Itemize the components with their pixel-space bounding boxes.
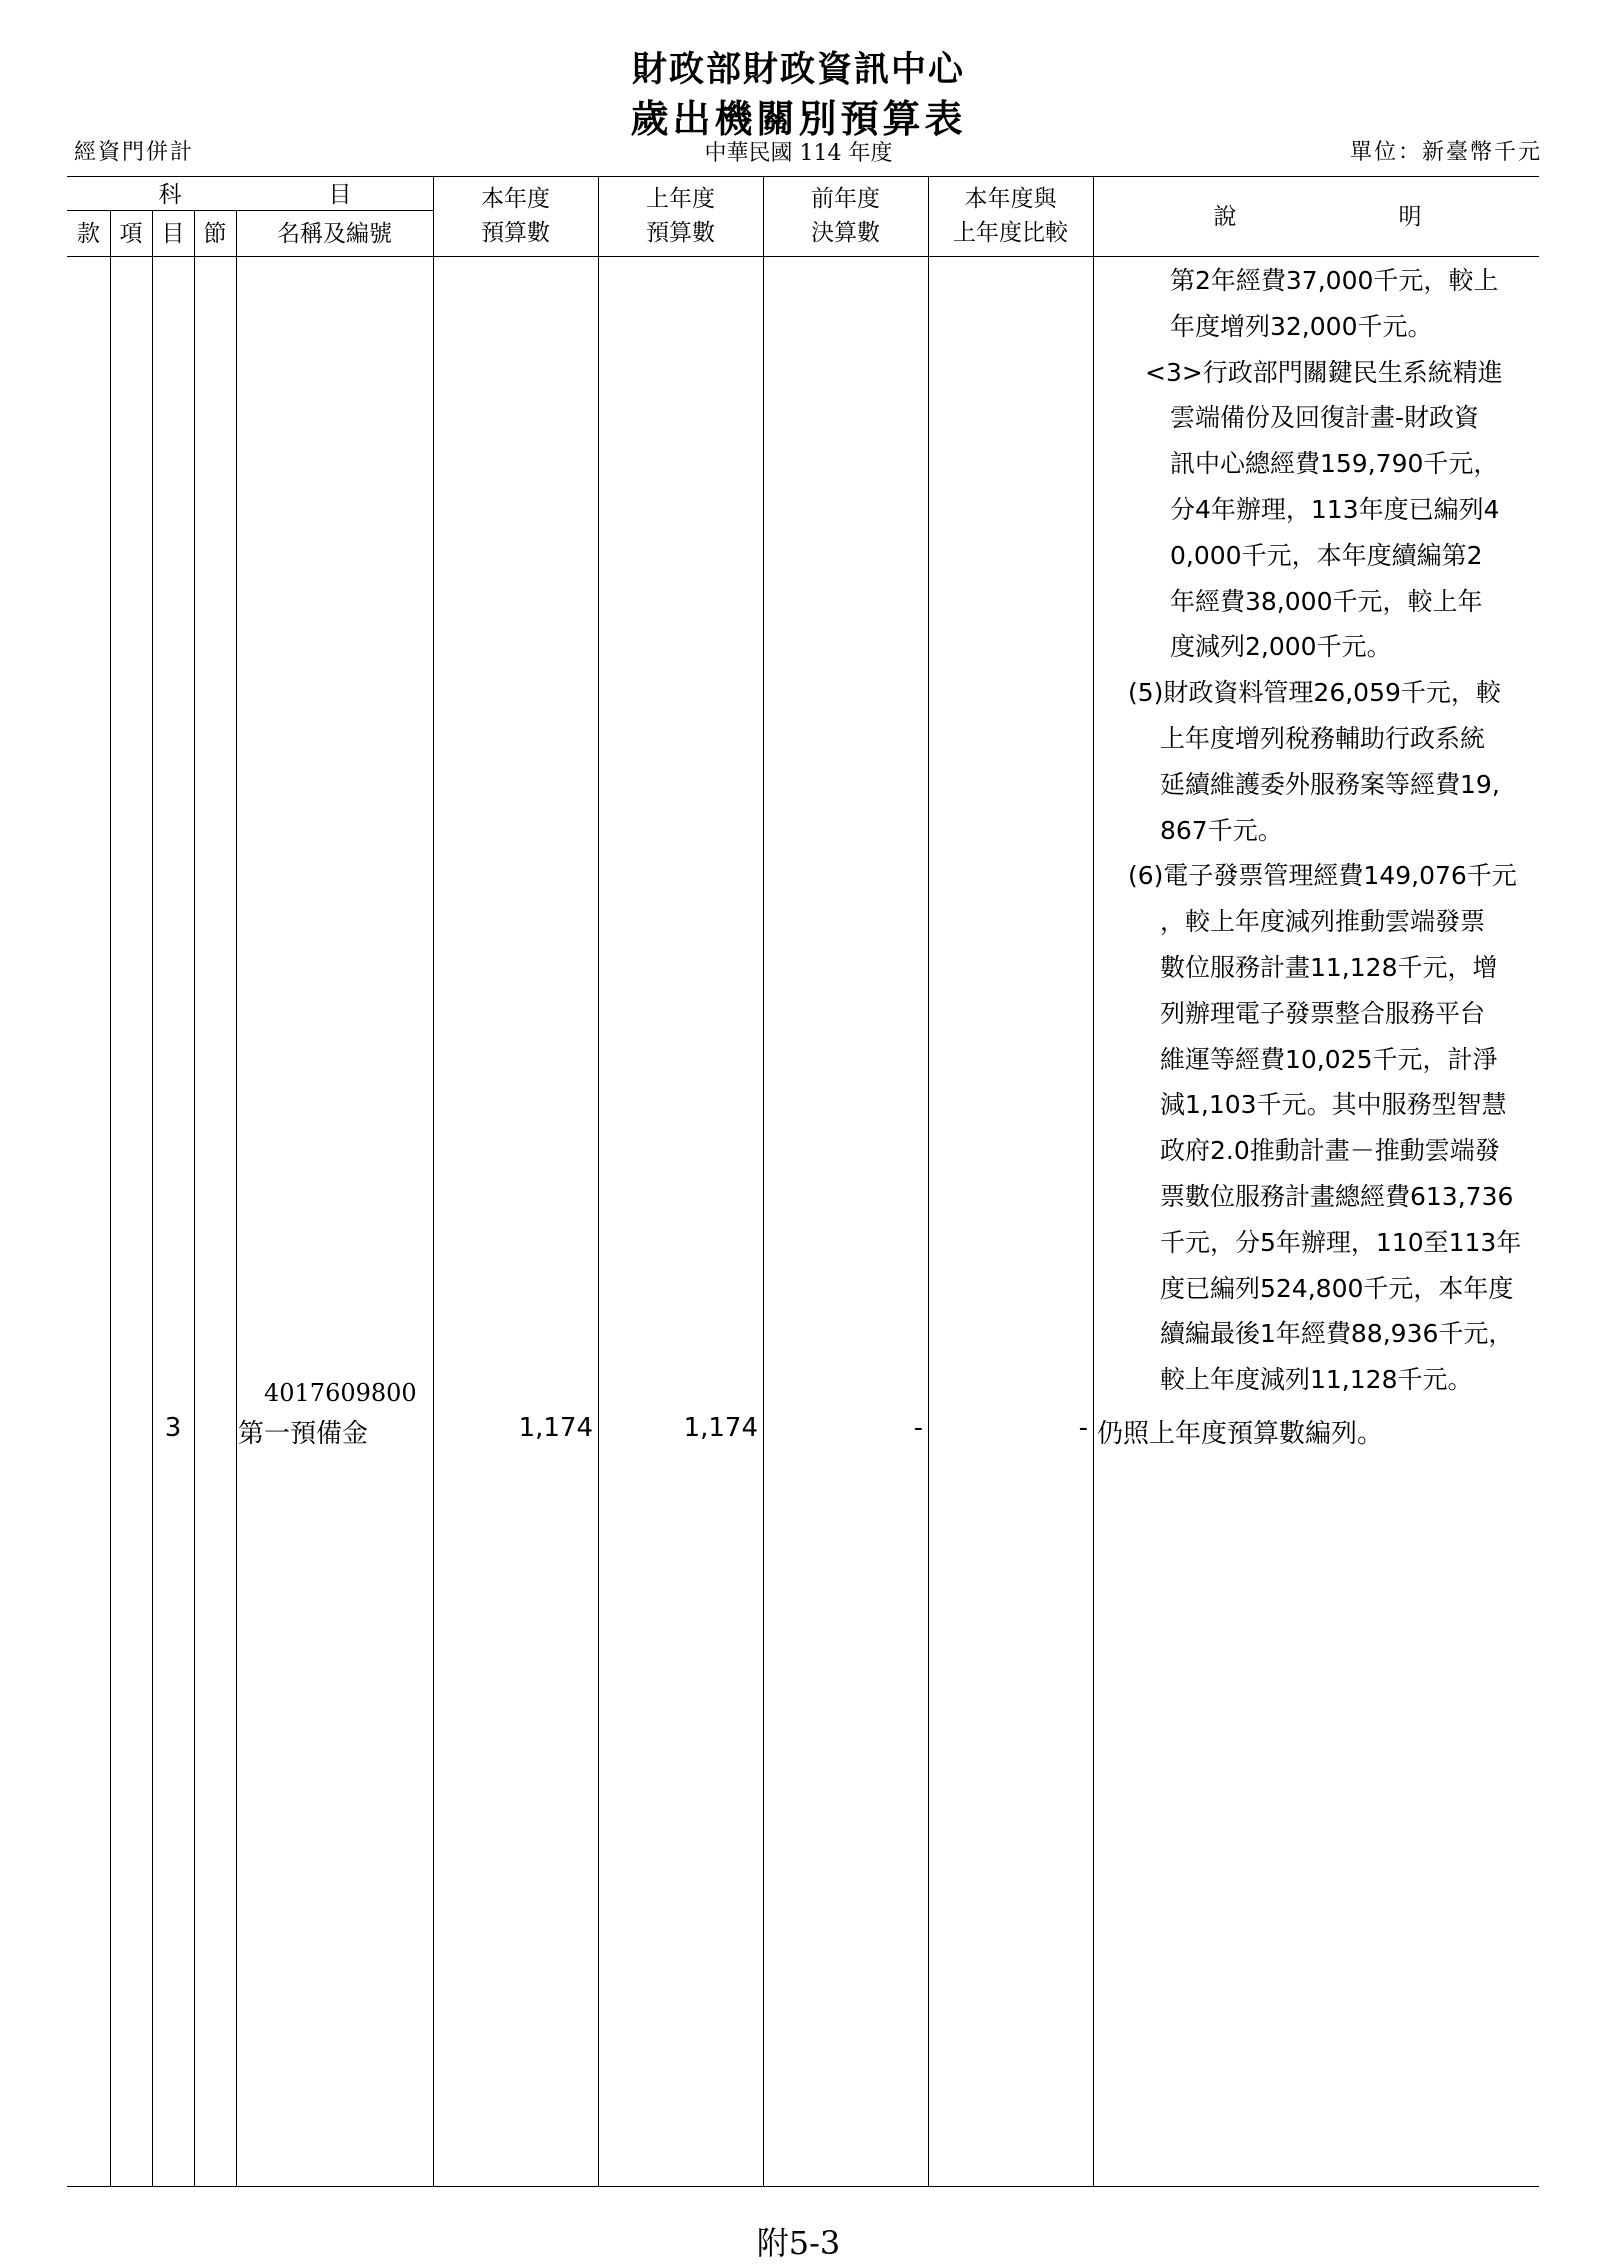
- col-divider: [152, 210, 153, 2186]
- row-desc: 仍照上年度預算數編列。: [1097, 1419, 1384, 1449]
- header-compare-l1: 本年度與: [964, 186, 1057, 212]
- note-line: 度已編列524,800千元，本年度: [1160, 1273, 1514, 1303]
- header-ke: 科: [158, 182, 182, 208]
- header-desc: 說: [1213, 204, 1237, 230]
- note-line: 867千元。: [1160, 815, 1283, 845]
- header-last-year-l2: 預算數: [646, 220, 715, 246]
- table-bottom-rule: [67, 2186, 1539, 2187]
- note-line: 較上年度減列11,128千元。: [1160, 1365, 1473, 1395]
- header-split-rule: [67, 210, 433, 211]
- note-line: 千元，分5年辦理，110至113年: [1160, 1227, 1522, 1257]
- row-compare: -: [1078, 1413, 1088, 1443]
- note-line: 減1,103千元。其中服務型智慧: [1160, 1090, 1507, 1120]
- col-divider: [763, 176, 764, 2186]
- agency-title: 財政部財政資訊中心: [631, 49, 965, 90]
- row-name: 第一預備金: [238, 1419, 369, 1449]
- note-line: ，較上年度減列推動雲端發票: [1160, 907, 1486, 937]
- header-kuan: 款: [77, 221, 100, 247]
- note-line: 延續維護委外服務案等經費19,: [1160, 769, 1500, 799]
- header-mu2: 目: [161, 221, 185, 247]
- note-line: 政府2.0推動計畫－推動雲端發: [1160, 1136, 1500, 1166]
- header-last-year-l1: 上年度: [646, 186, 715, 212]
- header-this-year-l2: 預算數: [481, 220, 550, 246]
- header-this-year-l1: 本年度: [481, 186, 550, 212]
- note-line: 訊中心總經費159,790千元，: [1170, 449, 1499, 479]
- col-divider: [1093, 176, 1094, 2186]
- note-line: 列辦理電子發票整合服務平台: [1160, 998, 1486, 1028]
- header-jie: 節: [203, 221, 227, 247]
- row-last-year: 1,174: [683, 1413, 758, 1443]
- note-line: 第2年經費37,000千元，較上: [1170, 266, 1499, 295]
- table-top-rule: [67, 176, 1539, 177]
- header-name: 名稱及編號: [277, 221, 392, 247]
- header-last-year: [598, 182, 763, 250]
- note-line: (5)財政資料管理26,059千元，較: [1128, 678, 1501, 708]
- scope-label: 經資門併計: [74, 140, 195, 165]
- note-line: 度減列2,000千元。: [1170, 632, 1392, 662]
- note-line: 票數位服務計畫總經費613,736: [1160, 1181, 1514, 1211]
- header-this-year: [433, 182, 598, 250]
- note-line: 分4年辦理，113年度已編列4: [1170, 494, 1500, 524]
- header-bottom-rule: [67, 256, 1539, 257]
- note-line: 維運等經費10,025千元，計淨: [1160, 1044, 1498, 1074]
- unit-label: 單位：新臺幣千元: [1349, 140, 1542, 165]
- note-line: 年經費38,000千元，較上年: [1170, 586, 1483, 616]
- header-desc2: 明: [1398, 204, 1422, 230]
- header-prev-year-l2: 決算數: [811, 220, 880, 246]
- row-code: 4017609800: [264, 1379, 417, 1407]
- note-line: 上年度增列稅務輔助行政系統: [1160, 723, 1486, 753]
- col-divider: [236, 210, 237, 2186]
- header-xiang: 項: [119, 221, 143, 247]
- fiscal-year-label: 中華民國 114 年度: [704, 141, 893, 166]
- header-prev-year-l1: 前年度: [811, 186, 880, 212]
- header-compare-l2: 上年度比較: [953, 220, 1068, 246]
- header-mu: 目: [328, 182, 352, 208]
- col-divider: [194, 210, 195, 2186]
- col-divider: [928, 176, 929, 2186]
- row-this-year: 1,174: [518, 1413, 593, 1443]
- row-mu: 3: [164, 1413, 182, 1443]
- note-line: 年度增列32,000千元。: [1170, 311, 1433, 341]
- col-divider: [433, 176, 434, 2186]
- note-line: 0,000千元，本年度續編第2: [1170, 540, 1483, 570]
- header-compare: [928, 182, 1093, 250]
- col-divider: [110, 210, 111, 2186]
- note-line: (6)電子發票管理經費149,076千元: [1128, 861, 1517, 891]
- col-divider: [598, 176, 599, 2186]
- header-prev-year: [763, 182, 928, 250]
- note-line: 雲端備份及回復計畫-財政資: [1170, 403, 1480, 433]
- row-prev-year: -: [913, 1413, 923, 1443]
- note-line: 續編最後1年經費88,936千元，: [1160, 1319, 1514, 1349]
- note-line: <3>行政部門關鍵民生系統精進: [1145, 357, 1503, 387]
- description-notes: [1110, 258, 1570, 1403]
- table-title: 歲出機關別預算表: [630, 96, 967, 141]
- page-number: 附5-3: [756, 2224, 841, 2262]
- note-line: 數位服務計畫11,128千元，增: [1160, 952, 1498, 982]
